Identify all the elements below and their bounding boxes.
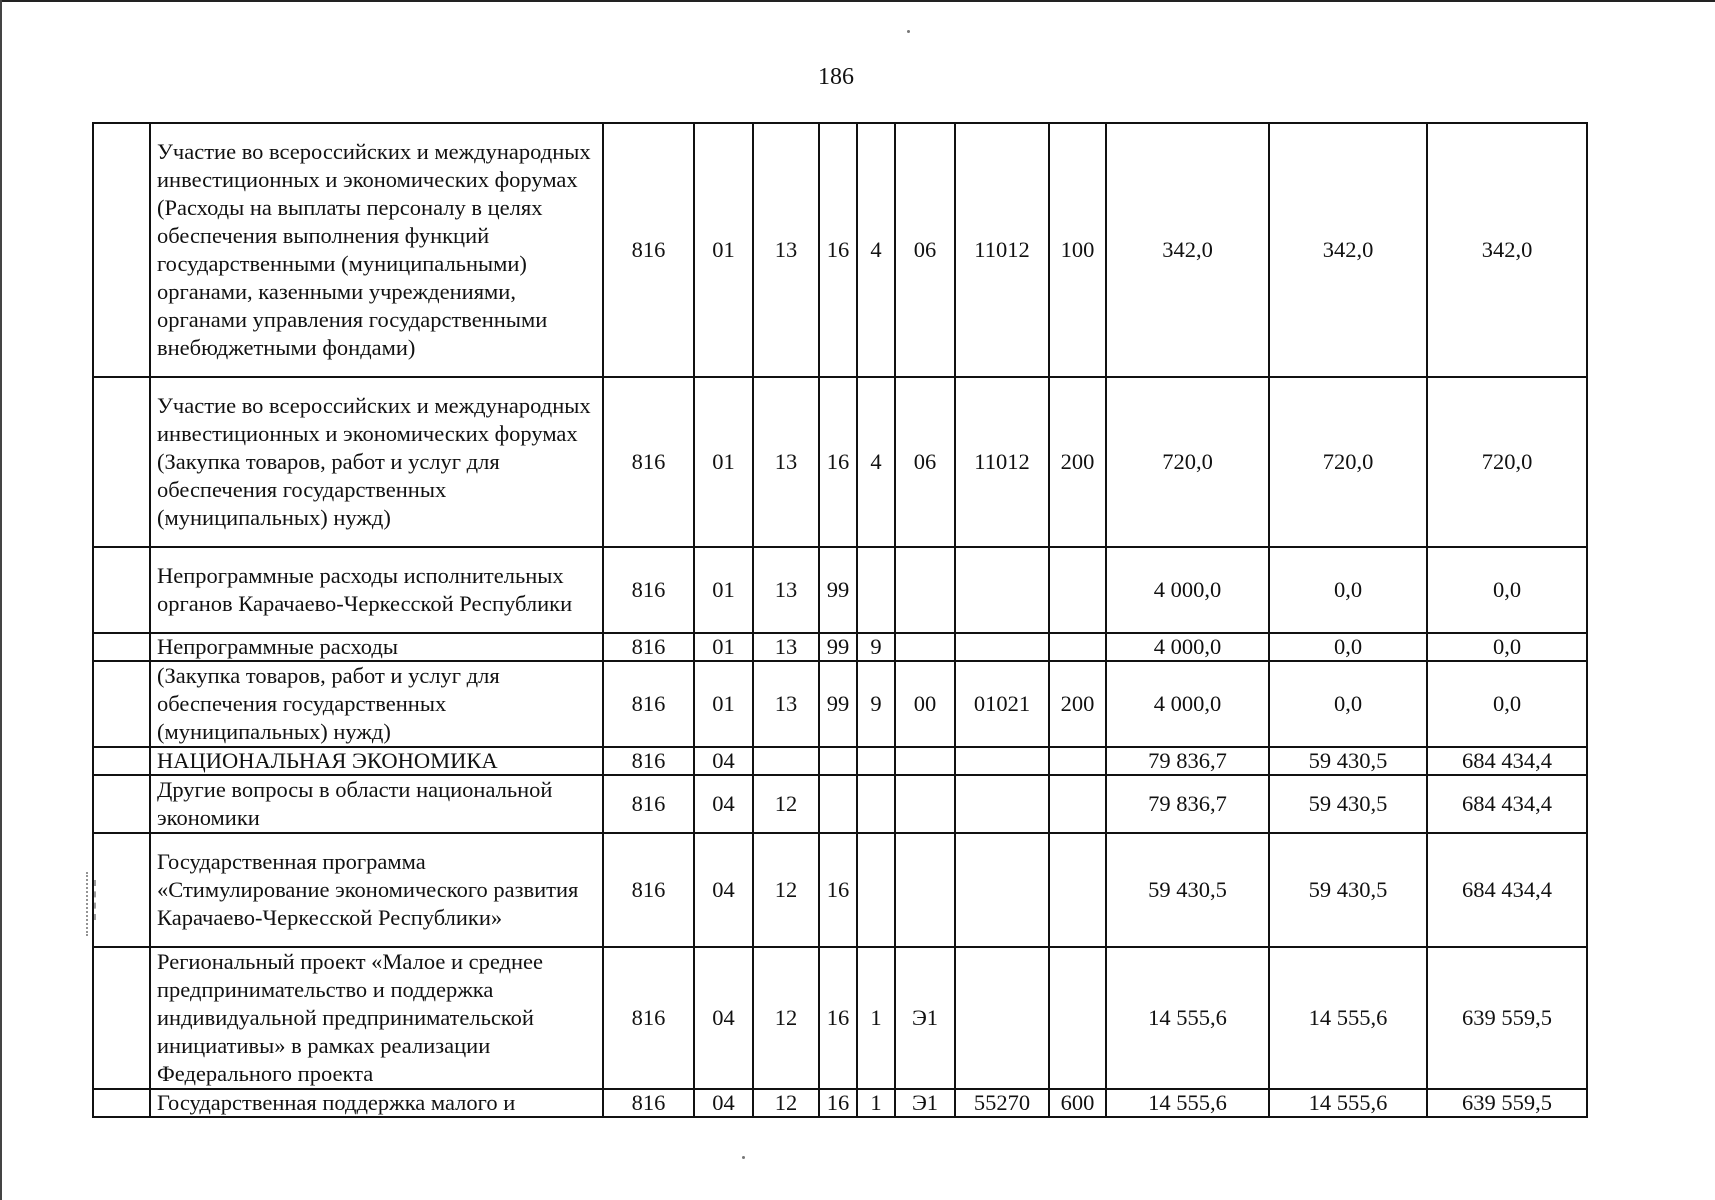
code-subprogram bbox=[857, 775, 895, 833]
code-subprogram: 1 bbox=[857, 947, 895, 1089]
code-expense-type bbox=[1049, 633, 1106, 661]
amount-year-2: 14 555,6 bbox=[1269, 947, 1427, 1089]
code-ministry: 816 bbox=[603, 377, 694, 547]
amount-year-3: 639 559,5 bbox=[1427, 947, 1587, 1089]
code-section: 01 bbox=[694, 123, 753, 377]
amount-year-2: 0,0 bbox=[1269, 633, 1427, 661]
amount-year-2: 59 430,5 bbox=[1269, 833, 1427, 947]
amount-year-2: 59 430,5 bbox=[1269, 747, 1427, 775]
amount-year-3: 639 559,5 bbox=[1427, 1089, 1587, 1117]
amount-year-1: 79 836,7 bbox=[1106, 747, 1269, 775]
code-section: 01 bbox=[694, 633, 753, 661]
amount-year-2: 59 430,5 bbox=[1269, 775, 1427, 833]
code-event: Э1 bbox=[895, 947, 955, 1089]
amount-year-1: 14 555,6 bbox=[1106, 947, 1269, 1089]
amount-year-3: 342,0 bbox=[1427, 123, 1587, 377]
code-expense-type bbox=[1049, 947, 1106, 1089]
page-top-edge bbox=[0, 0, 1715, 2]
code-direction: 01021 bbox=[955, 661, 1049, 747]
row-name: Непрограммные расходы исполнительных органов Карачаево-Черкесской Республики bbox=[150, 547, 603, 633]
amount-year-3: 720,0 bbox=[1427, 377, 1587, 547]
budget-table bbox=[92, 122, 1588, 1118]
code-section: 04 bbox=[694, 775, 753, 833]
page-number: 186 bbox=[818, 64, 854, 90]
code-program: 16 bbox=[819, 947, 857, 1089]
amount-year-3: 684 434,4 bbox=[1427, 833, 1587, 947]
row-name: Непрограммные расходы bbox=[150, 633, 603, 661]
code-section: 04 bbox=[694, 747, 753, 775]
amount-year-1: 79 836,7 bbox=[1106, 775, 1269, 833]
row-name: Государственная поддержка малого и bbox=[150, 1089, 603, 1117]
empty-cell bbox=[93, 947, 150, 1089]
code-program: 99 bbox=[819, 633, 857, 661]
table-row bbox=[93, 775, 1587, 833]
code-event: 00 bbox=[895, 661, 955, 747]
code-subsection: 12 bbox=[753, 775, 819, 833]
table-row bbox=[93, 833, 1587, 947]
code-event: 06 bbox=[895, 123, 955, 377]
code-direction: 55270 bbox=[955, 1089, 1049, 1117]
code-subprogram: 4 bbox=[857, 123, 895, 377]
code-subsection: 13 bbox=[753, 377, 819, 547]
code-direction bbox=[955, 833, 1049, 947]
code-ministry: 816 bbox=[603, 123, 694, 377]
code-section: 04 bbox=[694, 1089, 753, 1117]
code-direction bbox=[955, 775, 1049, 833]
amount-year-2: 0,0 bbox=[1269, 547, 1427, 633]
amount-year-1: 720,0 bbox=[1106, 377, 1269, 547]
table-row bbox=[93, 661, 1587, 747]
amount-year-3: 0,0 bbox=[1427, 547, 1587, 633]
code-ministry: 816 bbox=[603, 633, 694, 661]
amount-year-1: 14 555,6 bbox=[1106, 1089, 1269, 1117]
code-direction bbox=[955, 747, 1049, 775]
empty-cell bbox=[93, 747, 150, 775]
table-row bbox=[93, 1089, 1587, 1117]
amount-year-1: 342,0 bbox=[1106, 123, 1269, 377]
code-ministry: 816 bbox=[603, 747, 694, 775]
code-section: 01 bbox=[694, 547, 753, 633]
amount-year-3: 684 434,4 bbox=[1427, 775, 1587, 833]
code-direction: 11012 bbox=[955, 123, 1049, 377]
amount-year-2: 720,0 bbox=[1269, 377, 1427, 547]
code-program: 99 bbox=[819, 547, 857, 633]
code-ministry: 816 bbox=[603, 833, 694, 947]
code-subsection: 12 bbox=[753, 833, 819, 947]
code-ministry: 816 bbox=[603, 1089, 694, 1117]
code-expense-type bbox=[1049, 547, 1106, 633]
code-subsection: 12 bbox=[753, 947, 819, 1089]
code-direction bbox=[955, 633, 1049, 661]
code-direction bbox=[955, 947, 1049, 1089]
scan-speck bbox=[907, 30, 910, 33]
row-name: (Закупка товаров, работ и услуг для обеспечения государственных (муниципальных) нужд) bbox=[150, 661, 603, 747]
code-event: 06 bbox=[895, 377, 955, 547]
code-event: Э1 bbox=[895, 1089, 955, 1117]
code-program: 99 bbox=[819, 661, 857, 747]
code-expense-type bbox=[1049, 747, 1106, 775]
code-program: 16 bbox=[819, 1089, 857, 1117]
empty-cell bbox=[93, 633, 150, 661]
code-subsection: 12 bbox=[753, 1089, 819, 1117]
amount-year-3: 0,0 bbox=[1427, 633, 1587, 661]
code-event bbox=[895, 747, 955, 775]
code-subsection: 13 bbox=[753, 661, 819, 747]
row-name: Участие во всероссийских и международных инвестиционных и экономических форумах (Расходы на выплаты персоналу в целях обеспечения выполнения функций государственными (муниципальными) органами, казенными учреждениями, органами управления государственными внебюджетными фондами) bbox=[150, 123, 603, 377]
code-program bbox=[819, 775, 857, 833]
code-program: 16 bbox=[819, 377, 857, 547]
code-ministry: 816 bbox=[603, 661, 694, 747]
code-subsection: 13 bbox=[753, 633, 819, 661]
table-row bbox=[93, 747, 1587, 775]
scan-stamp-mark bbox=[86, 872, 106, 936]
code-section: 04 bbox=[694, 833, 753, 947]
table-row bbox=[93, 547, 1587, 633]
page-left-edge bbox=[0, 0, 2, 1200]
row-name: НАЦИОНАЛЬНАЯ ЭКОНОМИКА bbox=[150, 747, 603, 775]
amount-year-3: 684 434,4 bbox=[1427, 747, 1587, 775]
code-event bbox=[895, 833, 955, 947]
code-subprogram: 9 bbox=[857, 633, 895, 661]
row-name: Другие вопросы в области национальной экономики bbox=[150, 775, 603, 833]
table-row bbox=[93, 633, 1587, 661]
code-section: 01 bbox=[694, 377, 753, 547]
code-subsection bbox=[753, 747, 819, 775]
code-expense-type: 100 bbox=[1049, 123, 1106, 377]
code-expense-type bbox=[1049, 833, 1106, 947]
amount-year-1: 59 430,5 bbox=[1106, 833, 1269, 947]
code-expense-type: 600 bbox=[1049, 1089, 1106, 1117]
code-direction bbox=[955, 547, 1049, 633]
code-subprogram bbox=[857, 547, 895, 633]
code-subprogram: 9 bbox=[857, 661, 895, 747]
amount-year-2: 0,0 bbox=[1269, 661, 1427, 747]
code-program: 16 bbox=[819, 833, 857, 947]
row-name: Участие во всероссийских и международных инвестиционных и экономических форумах (Закупка товаров, работ и услуг для обеспечения государственных (муниципальных) нужд) bbox=[150, 377, 603, 547]
amount-year-1: 4 000,0 bbox=[1106, 633, 1269, 661]
empty-cell bbox=[93, 1089, 150, 1117]
amount-year-1: 4 000,0 bbox=[1106, 661, 1269, 747]
empty-cell bbox=[93, 123, 150, 377]
code-subsection: 13 bbox=[753, 123, 819, 377]
code-subsection: 13 bbox=[753, 547, 819, 633]
code-section: 04 bbox=[694, 947, 753, 1089]
empty-cell bbox=[93, 661, 150, 747]
code-subprogram: 4 bbox=[857, 377, 895, 547]
code-subprogram bbox=[857, 747, 895, 775]
code-program bbox=[819, 747, 857, 775]
code-subprogram: 1 bbox=[857, 1089, 895, 1117]
empty-cell bbox=[93, 377, 150, 547]
amount-year-2: 342,0 bbox=[1269, 123, 1427, 377]
scan-speck bbox=[742, 1156, 745, 1159]
amount-year-2: 14 555,6 bbox=[1269, 1089, 1427, 1117]
code-event bbox=[895, 547, 955, 633]
code-ministry: 816 bbox=[603, 947, 694, 1089]
code-expense-type: 200 bbox=[1049, 661, 1106, 747]
empty-cell bbox=[93, 775, 150, 833]
empty-cell bbox=[93, 547, 150, 633]
code-direction: 11012 bbox=[955, 377, 1049, 547]
code-program: 16 bbox=[819, 123, 857, 377]
table-row bbox=[93, 123, 1587, 377]
code-subprogram bbox=[857, 833, 895, 947]
code-section: 01 bbox=[694, 661, 753, 747]
code-expense-type bbox=[1049, 775, 1106, 833]
code-event bbox=[895, 775, 955, 833]
code-expense-type: 200 bbox=[1049, 377, 1106, 547]
code-event bbox=[895, 633, 955, 661]
amount-year-3: 0,0 bbox=[1427, 661, 1587, 747]
code-ministry: 816 bbox=[603, 775, 694, 833]
table-row bbox=[93, 947, 1587, 1089]
code-ministry: 816 bbox=[603, 547, 694, 633]
row-name: Государственная программа «Стимулирование экономического развития Карачаево-Черкесской Республики» bbox=[150, 833, 603, 947]
row-name: Региональный проект «Малое и среднее предпринимательство и поддержка индивидуальной предпринимательской инициативы» в рамках реализации Федерального проекта bbox=[150, 947, 603, 1089]
table-row bbox=[93, 377, 1587, 547]
amount-year-1: 4 000,0 bbox=[1106, 547, 1269, 633]
